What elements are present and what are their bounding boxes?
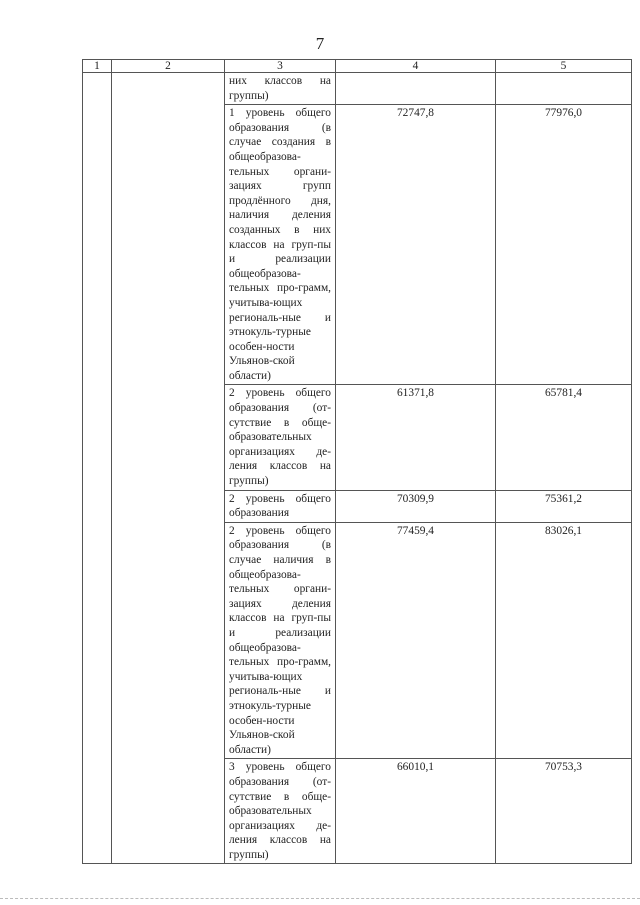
row-description: 2 уровень общего образования [225, 490, 336, 522]
row-description: 2 уровень общего образования (от-сутствие в обще-образовательных организациях де-ления классов на группы) [225, 385, 336, 490]
row-value-col4: 66010,1 [336, 759, 496, 864]
row-value-col5 [496, 73, 632, 105]
column-header-1: 1 [83, 60, 112, 73]
row-value-col5: 75361,2 [496, 490, 632, 522]
row-value-col4: 72747,8 [336, 105, 496, 385]
row-value-col4: 77459,4 [336, 522, 496, 759]
column-header-3: 3 [225, 60, 336, 73]
table-row [83, 73, 632, 105]
row-value-col4 [336, 73, 496, 105]
column-1-cell [83, 73, 112, 864]
column-header-4: 4 [336, 60, 496, 73]
row-description: 3 уровень общего образования (от-сутствие в обще-образовательных организациях де-ления классов на группы) [225, 759, 336, 864]
row-value-col4: 61371,8 [336, 385, 496, 490]
scan-artifact-line [0, 898, 640, 899]
row-description: них классов на группы) [225, 73, 336, 105]
row-value-col5: 65781,4 [496, 385, 632, 490]
row-description: 1 уровень общего образования (в случае создания в общеобразова-тельных органи-зациях групп продлённого дня, наличия деления созданных в них классов на груп-пы и реализации общеобразова-тельных про-грамм, учитыва-ющих региональ-ные и этнокуль-турные особен-ности Ульянов-ской области) [225, 105, 336, 385]
column-header-2: 2 [112, 60, 225, 73]
table-header-row [83, 60, 632, 73]
row-value-col5: 83026,1 [496, 522, 632, 759]
tariff-table [82, 59, 632, 864]
row-description: 2 уровень общего образования (в случае наличия в общеобразова-тельных органи-зациях деления классов на груп-пы и реализации общеобразова-тельных про-грамм, учитыва-ющих региональ-ные и этнокуль-турные особен-ности Ульянов-ской области) [225, 522, 336, 759]
row-value-col5: 70753,3 [496, 759, 632, 864]
row-value-col5: 77976,0 [496, 105, 632, 385]
column-header-5: 5 [496, 60, 632, 73]
page-number: 7 [315, 34, 325, 53]
column-2-cell [112, 73, 225, 864]
row-value-col4: 70309,9 [336, 490, 496, 522]
